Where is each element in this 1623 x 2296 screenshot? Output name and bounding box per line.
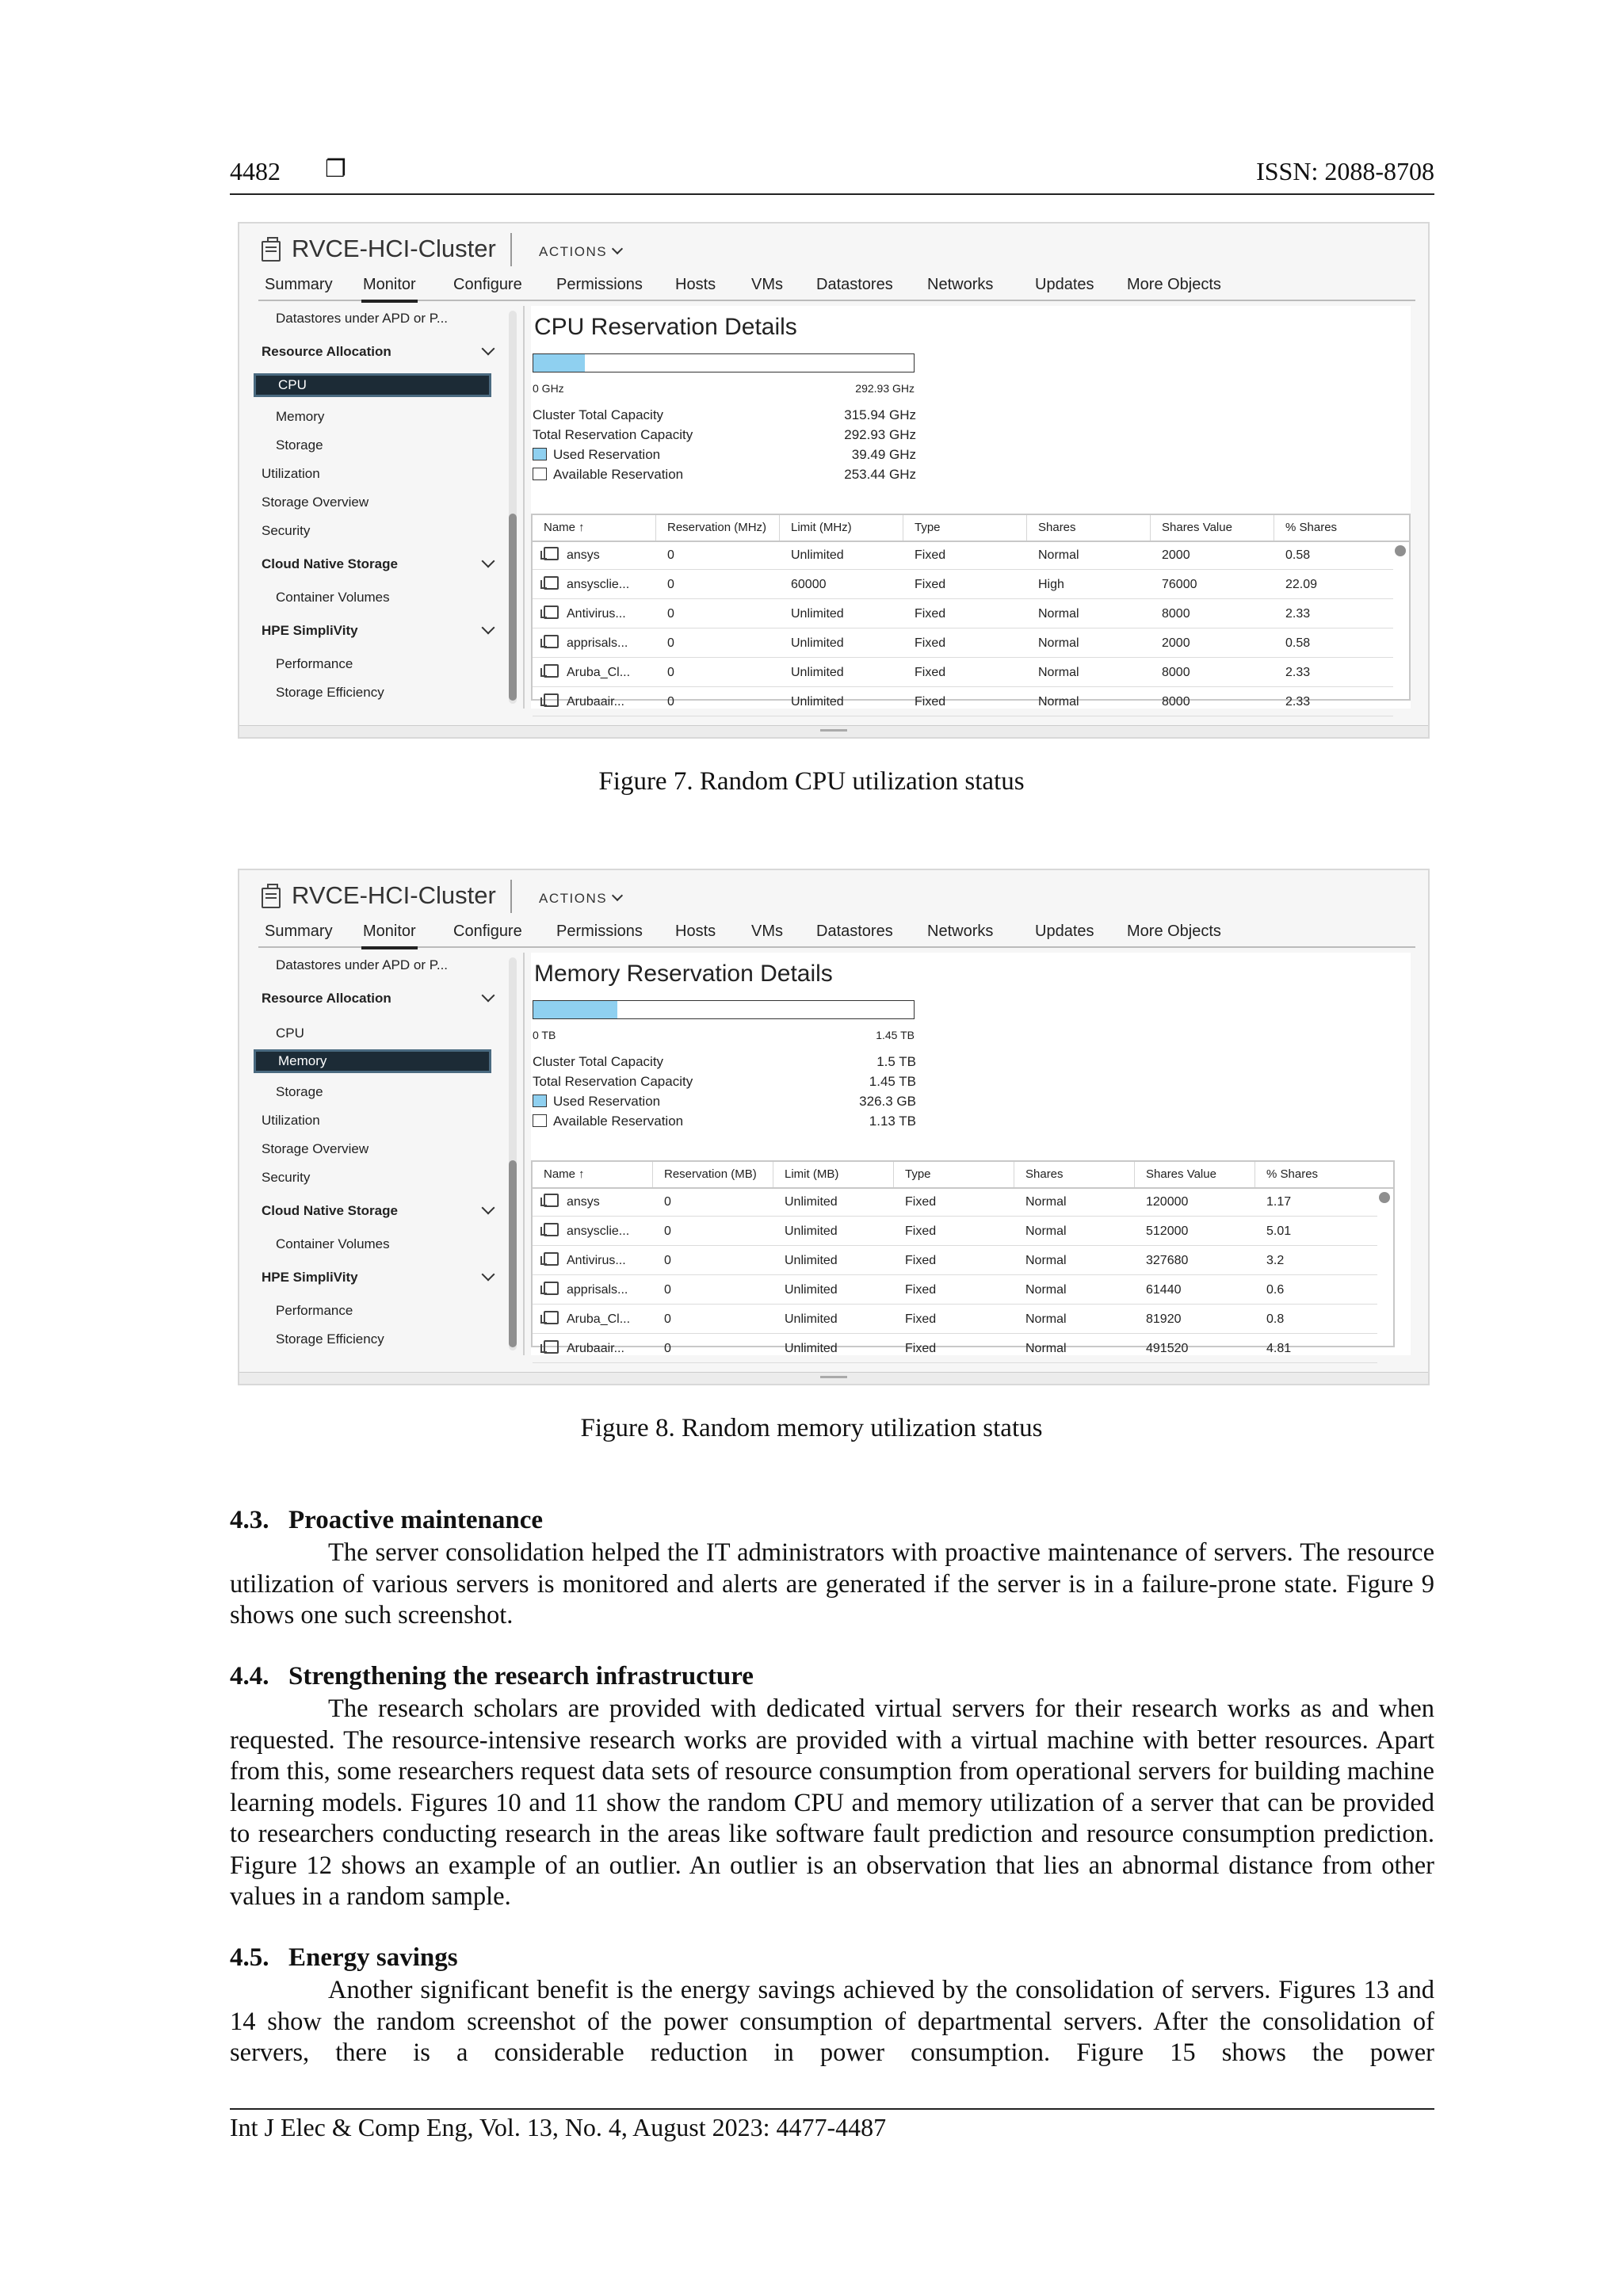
vm-icon [544, 1282, 559, 1295]
scrollbar-thumb[interactable] [509, 514, 517, 701]
cell-shares: Normal [1038, 695, 1079, 709]
cell-limit: Unlimited [785, 1224, 838, 1238]
chevron-down-icon[interactable] [482, 989, 495, 1003]
tab-networks[interactable]: Networks [927, 923, 994, 940]
cell-type: Fixed [915, 578, 946, 591]
cell-reservation: 0 [667, 695, 674, 709]
cell-shares: Normal [1025, 1224, 1067, 1238]
cell-type: Fixed [905, 1283, 937, 1297]
sidebar [254, 311, 515, 704]
resize-handle[interactable] [239, 725, 1428, 737]
cell-reservation: 0 [664, 1195, 671, 1209]
column-header-shares[interactable]: Shares [1027, 515, 1151, 541]
cell-name: Arubaair... [533, 1335, 653, 1362]
column-header-reservation[interactable]: Reservation (MHz) [656, 515, 780, 541]
cell-type: Fixed [915, 548, 946, 562]
scrollbar-thumb[interactable] [509, 1160, 517, 1347]
cell-reservation: 0 [664, 1283, 671, 1297]
cell-percent-shares: 3.2 [1266, 1254, 1285, 1267]
cell-type: Fixed [905, 1224, 937, 1238]
cell-type: Fixed [915, 666, 946, 679]
box-icon: ❐ [325, 156, 346, 182]
tab-summary[interactable]: Summary [265, 276, 333, 293]
pane-divider[interactable] [523, 953, 525, 1355]
stat-available-reservation: Available Reservation 1.13 TB [533, 1114, 916, 1133]
sidebar-scrollbar[interactable] [509, 957, 517, 1350]
table-row[interactable] [533, 542, 1393, 570]
reservation-bar [533, 1000, 915, 1019]
cell-shares-value: 120000 [1146, 1195, 1189, 1209]
figure-7-screenshot [238, 222, 1430, 739]
cell-shares-value: 2000 [1162, 548, 1190, 562]
reservation-bar-fill [533, 354, 585, 372]
tab-bar [258, 273, 1415, 301]
used-swatch-icon [533, 1095, 547, 1107]
cell-type: Fixed [905, 1342, 937, 1355]
used-swatch-icon [533, 448, 547, 460]
vm-icon [544, 1311, 559, 1324]
sidebar-item-cpu[interactable]: CPU [276, 1026, 304, 1041]
stat-total-reservation-capacity: Total Reservation Capacity 1.45 TB [533, 1074, 916, 1089]
sidebar-item-utilization[interactable]: Utilization [262, 1113, 320, 1128]
cell-name: Aruba_Cl... [533, 659, 656, 686]
cell-reservation: 0 [664, 1312, 671, 1326]
page-footer: Int J Elec & Comp Eng, Vol. 13, No. 4, August 2023: 4477-4487 [230, 2108, 1434, 2142]
vm-reservation-grid [531, 514, 1411, 709]
table-row[interactable] [533, 1335, 1377, 1363]
cell-shares: Normal [1038, 666, 1079, 679]
cell-percent-shares: 2.33 [1285, 666, 1311, 679]
cell-type: Fixed [915, 636, 946, 650]
grid-header [533, 515, 1409, 542]
stat-used-reservation: Used Reservation 326.3 GB [533, 1094, 916, 1113]
sidebar-item-datastores-apd[interactable]: Datastores under APD or P... [276, 311, 449, 326]
cell-shares: Normal [1038, 636, 1079, 650]
reservation-panel [531, 306, 1411, 709]
column-header-shares-value[interactable]: Shares Value [1151, 515, 1274, 541]
bar-max-label: 292.93 GHz [855, 382, 915, 395]
cell-limit: Unlimited [785, 1342, 838, 1355]
cell-reservation: 0 [664, 1254, 671, 1267]
vm-icon [544, 1194, 559, 1207]
tab-updates[interactable]: Updates [1035, 276, 1094, 293]
cell-limit: Unlimited [791, 666, 844, 679]
sidebar-item-storage-efficiency[interactable]: Storage Efficiency [276, 685, 384, 700]
table-row[interactable] [533, 1247, 1377, 1275]
column-header-percent-shares[interactable]: % Shares [1285, 521, 1338, 534]
tab-datastores[interactable]: Datastores [816, 923, 893, 940]
cell-reservation: 0 [667, 578, 674, 591]
sort-ascending-icon: ↑ [579, 521, 585, 534]
column-header-name[interactable]: Name ↑ [533, 1162, 653, 1187]
sidebar-item-storage[interactable]: Storage [276, 1084, 323, 1099]
grid-scrollbar-thumb[interactable] [1379, 1192, 1390, 1203]
available-swatch-icon [533, 468, 547, 480]
table-row[interactable] [533, 630, 1393, 658]
actions-menu-button[interactable]: ACTIONS [539, 891, 621, 907]
cell-shares-value: 8000 [1162, 666, 1190, 679]
title-separator [510, 880, 512, 913]
title-separator [510, 233, 512, 266]
table-row[interactable] [533, 1189, 1377, 1217]
chevron-down-icon [612, 890, 623, 901]
column-header-shares[interactable]: Shares [1014, 1162, 1135, 1187]
column-header-reservation[interactable]: Reservation (MB) [653, 1162, 773, 1187]
tab-more-objects[interactable]: More Objects [1127, 276, 1221, 293]
cell-shares-value: 8000 [1162, 607, 1190, 621]
section-paragraph-4-3: The server consolidation helped the IT administrators with proactive maintenance of servers. The resource utilization of various servers is monitored and alerts are generated if the server is in a failure-prone state. Figure 9 shows one such screenshot. [230, 1538, 1434, 1629]
cell-limit: Unlimited [791, 548, 844, 562]
cluster-title: RVCE-HCI-Cluster [292, 881, 496, 909]
available-swatch-icon [533, 1114, 547, 1127]
cluster-icon [262, 888, 281, 908]
grid-scrollbar-thumb[interactable] [1395, 545, 1406, 556]
cell-percent-shares: 22.09 [1285, 578, 1318, 591]
cell-limit: Unlimited [785, 1195, 838, 1209]
cell-percent-shares: 0.8 [1266, 1312, 1285, 1326]
cell-percent-shares: 2.33 [1285, 695, 1311, 709]
cell-shares: Normal [1025, 1312, 1067, 1326]
cell-reservation: 0 [667, 548, 674, 562]
pane-divider[interactable] [523, 306, 525, 709]
cell-percent-shares: 0.58 [1285, 548, 1311, 562]
tab-monitor[interactable]: Monitor [363, 923, 416, 940]
tab-summary[interactable]: Summary [265, 923, 333, 940]
table-row[interactable] [533, 689, 1393, 716]
cell-reservation: 0 [667, 607, 674, 621]
sidebar-group-hpe-simplivity[interactable]: HPE SimpliVity [262, 1270, 358, 1285]
column-header-shares-value[interactable]: Shares Value [1135, 1162, 1255, 1187]
tab-bar [258, 919, 1415, 948]
reservation-title: CPU Reservation Details [534, 314, 797, 340]
column-header-percent-shares[interactable]: % Shares [1266, 1167, 1319, 1181]
cell-reservation: 0 [664, 1224, 671, 1238]
tab-updates[interactable]: Updates [1035, 923, 1094, 940]
cluster-titlebar [262, 875, 1403, 923]
cell-percent-shares: 5.01 [1266, 1224, 1292, 1238]
cell-shares: Normal [1025, 1254, 1067, 1267]
figure-8-caption: Figure 8. Random memory utilization status [580, 1414, 1043, 1442]
cell-type: Fixed [915, 695, 946, 709]
sidebar-item-performance[interactable]: Performance [276, 656, 353, 671]
actions-menu-button[interactable]: ACTIONS [539, 244, 621, 260]
cell-shares-value: 2000 [1162, 636, 1190, 650]
cell-shares: High [1038, 578, 1064, 591]
tab-permissions[interactable]: Permissions [556, 923, 643, 940]
cell-shares-value: 76000 [1162, 578, 1197, 591]
sidebar-item-memory[interactable]: Memory [276, 409, 325, 424]
tab-hosts[interactable]: Hosts [675, 276, 716, 293]
bar-min-label: 0 GHz [533, 382, 564, 395]
column-header-limit[interactable]: Limit (MHz) [780, 515, 903, 541]
cell-name: ansys [533, 1189, 653, 1216]
cell-type: Fixed [905, 1195, 937, 1209]
cell-shares-value: 81920 [1146, 1312, 1182, 1326]
section-heading-4-5: 4.5. Energy savings [230, 1943, 458, 1972]
sidebar-item-storage-efficiency[interactable]: Storage Efficiency [276, 1331, 384, 1347]
cell-percent-shares: 0.58 [1285, 636, 1311, 650]
figure-7-caption: Figure 7. Random CPU utilization status [598, 767, 1025, 796]
cell-reservation: 0 [664, 1342, 671, 1355]
tab-configure[interactable]: Configure [453, 276, 522, 293]
cell-limit: Unlimited [791, 636, 844, 650]
sidebar-item-datastores-apd[interactable]: Datastores under APD or P... [276, 957, 449, 972]
figure-8-screenshot [238, 869, 1430, 1385]
cell-type: Fixed [915, 607, 946, 621]
vm-icon [544, 606, 559, 619]
table-row[interactable] [533, 659, 1393, 687]
cell-reservation: 0 [667, 666, 674, 679]
issn: ISSN: 2088-8708 [1256, 157, 1434, 185]
section-heading-4-3: 4.3. Proactive maintenance [230, 1506, 544, 1534]
table-row[interactable] [533, 1277, 1377, 1305]
chevron-down-icon [612, 243, 623, 254]
cell-shares-value: 327680 [1146, 1254, 1189, 1267]
sidebar-item-cpu[interactable]: CPU [254, 373, 491, 397]
stat-cluster-total-capacity: Cluster Total Capacity 1.5 TB [533, 1054, 916, 1069]
tab-configure[interactable]: Configure [453, 923, 522, 940]
sidebar-group-resource-allocation[interactable]: Resource Allocation [262, 991, 391, 1006]
tab-networks[interactable]: Networks [927, 276, 994, 293]
cell-limit: Unlimited [785, 1283, 838, 1297]
sidebar-group-cloud-native-storage[interactable]: Cloud Native Storage [262, 1203, 398, 1218]
resize-handle[interactable] [239, 1372, 1428, 1384]
sidebar-item-performance[interactable]: Performance [276, 1303, 353, 1318]
sidebar-item-container-volumes[interactable]: Container Volumes [276, 1236, 390, 1251]
tab-permissions[interactable]: Permissions [556, 276, 643, 293]
vm-icon [544, 1252, 559, 1266]
grid-header [533, 1162, 1393, 1189]
sort-ascending-icon: ↑ [579, 1167, 585, 1181]
sidebar-item-storage-overview[interactable]: Storage Overview [262, 495, 369, 510]
bar-max-label: 1.45 TB [876, 1029, 915, 1041]
cell-percent-shares: 4.81 [1266, 1342, 1292, 1355]
grip-icon [820, 1376, 847, 1378]
cell-shares: Normal [1025, 1195, 1067, 1209]
vm-reservation-grid [531, 1160, 1395, 1355]
cell-type: Fixed [905, 1312, 937, 1326]
chevron-down-icon[interactable] [482, 1268, 495, 1282]
section-heading-4-4: 4.4. Strengthening the research infrastructure [230, 1662, 754, 1690]
table-row[interactable] [533, 601, 1393, 628]
sidebar-scrollbar[interactable] [509, 311, 517, 704]
cell-percent-shares: 0.6 [1266, 1283, 1285, 1297]
reservation-bar [533, 353, 915, 372]
vm-icon [544, 635, 559, 648]
sidebar-item-memory[interactable]: Memory [254, 1049, 491, 1073]
cell-shares: Normal [1025, 1283, 1067, 1297]
cell-limit: Unlimited [785, 1312, 838, 1326]
cell-shares: Normal [1038, 548, 1079, 562]
sidebar-item-container-volumes[interactable]: Container Volumes [276, 590, 390, 605]
cell-type: Fixed [905, 1254, 937, 1267]
stat-available-reservation: Available Reservation 253.44 GHz [533, 467, 916, 486]
chevron-down-icon[interactable] [482, 1201, 495, 1215]
sidebar-item-storage-overview[interactable]: Storage Overview [262, 1141, 369, 1156]
cluster-title: RVCE-HCI-Cluster [292, 235, 496, 262]
cell-name: ansys [533, 542, 656, 569]
chevron-down-icon[interactable] [482, 621, 495, 635]
vm-icon [544, 693, 559, 707]
bar-min-label: 0 TB [533, 1029, 556, 1041]
sidebar-group-cloud-native-storage[interactable]: Cloud Native Storage [262, 556, 398, 571]
section-paragraph-4-4: The research scholars are provided with dedicated virtual servers for their research works as and when requested. The resource-intensive research works are provided with a virtual machine with better resources. Apart from this, some researchers request data sets of resource consumption from operational servers for building machine learning models. Figures 10 and 11 show the random CPU and memory utilization of a server that can be provided to researchers conducting research in the areas like software fault prediction and resource consumption prediction. Figure 12 shows an example of an outlier. An outlier is an observation that lies an abnormal distance from other values in a random sample. [230, 1694, 1434, 1911]
cell-name: Arubaair... [533, 689, 656, 716]
sidebar-item-security[interactable]: Security [262, 1170, 311, 1185]
cell-name: apprisals... [533, 1277, 653, 1304]
column-header-limit[interactable]: Limit (MB) [773, 1162, 894, 1187]
chevron-down-icon[interactable] [482, 555, 495, 568]
column-header-name[interactable]: Name ↑ [533, 515, 656, 541]
cluster-icon [262, 241, 281, 262]
vm-icon [544, 576, 559, 590]
page-header [230, 151, 1434, 195]
table-row[interactable] [533, 571, 1393, 599]
cell-shares-value: 491520 [1146, 1342, 1189, 1355]
vm-icon [544, 1340, 559, 1354]
vm-icon [544, 547, 559, 560]
section-paragraph-4-5: Another significant benefit is the energy savings achieved by the consolidation of servers. Figures 13 and 14 show the random screenshot of the power consumption of departmental servers. After the consolidation of servers, there is a considerable reduction in power consumption. Figure 15 shows the power [230, 1976, 1434, 2067]
cell-name: Antivirus... [533, 1247, 653, 1274]
table-row[interactable] [533, 1306, 1377, 1334]
cell-name: Aruba_Cl... [533, 1306, 653, 1333]
cell-reservation: 0 [667, 636, 674, 650]
tab-datastores[interactable]: Datastores [816, 276, 893, 293]
grip-icon [820, 729, 847, 732]
cell-shares: Normal [1038, 607, 1079, 621]
cell-limit: Unlimited [785, 1254, 838, 1267]
table-row[interactable] [533, 1218, 1377, 1246]
cell-percent-shares: 1.17 [1266, 1195, 1292, 1209]
sidebar-item-utilization[interactable]: Utilization [262, 466, 320, 481]
reservation-title: Memory Reservation Details [534, 961, 833, 987]
cell-name: ansysclie... [533, 1218, 653, 1245]
cell-limit: Unlimited [791, 695, 844, 709]
column-header-type[interactable]: Type [894, 1162, 1014, 1187]
cell-shares-value: 512000 [1146, 1224, 1189, 1238]
stat-total-reservation-capacity: Total Reservation Capacity 292.93 GHz [533, 427, 916, 442]
cell-name: Antivirus... [533, 601, 656, 628]
cluster-titlebar [262, 228, 1403, 276]
sidebar-group-resource-allocation[interactable]: Resource Allocation [262, 344, 391, 359]
cell-percent-shares: 2.33 [1285, 607, 1311, 621]
cell-limit: Unlimited [791, 607, 844, 621]
tab-monitor[interactable]: Monitor [363, 276, 416, 293]
cell-shares-value: 8000 [1162, 695, 1190, 709]
cell-name: ansysclie... [533, 571, 656, 598]
cell-name: apprisals... [533, 630, 656, 657]
column-header-type[interactable]: Type [903, 515, 1027, 541]
cell-limit: 60000 [791, 578, 827, 591]
tab-vms[interactable]: VMs [751, 923, 783, 940]
cell-shares: Normal [1025, 1342, 1067, 1355]
cell-shares-value: 61440 [1146, 1283, 1182, 1297]
tab-more-objects[interactable]: More Objects [1127, 923, 1221, 940]
vm-icon [544, 664, 559, 678]
stat-used-reservation: Used Reservation 39.49 GHz [533, 447, 916, 466]
stat-cluster-total-capacity: Cluster Total Capacity 315.94 GHz [533, 407, 916, 422]
sidebar-item-security[interactable]: Security [262, 523, 311, 538]
chevron-down-icon[interactable] [482, 342, 495, 356]
tab-vms[interactable]: VMs [751, 276, 783, 293]
vm-icon [544, 1223, 559, 1236]
sidebar-group-hpe-simplivity[interactable]: HPE SimpliVity [262, 623, 358, 638]
reservation-panel [531, 953, 1411, 1355]
sidebar [254, 957, 515, 1350]
page-number: 4482 [230, 157, 281, 185]
sidebar-item-storage[interactable]: Storage [276, 437, 323, 453]
tab-hosts[interactable]: Hosts [675, 923, 716, 940]
reservation-bar-fill [533, 1001, 617, 1018]
